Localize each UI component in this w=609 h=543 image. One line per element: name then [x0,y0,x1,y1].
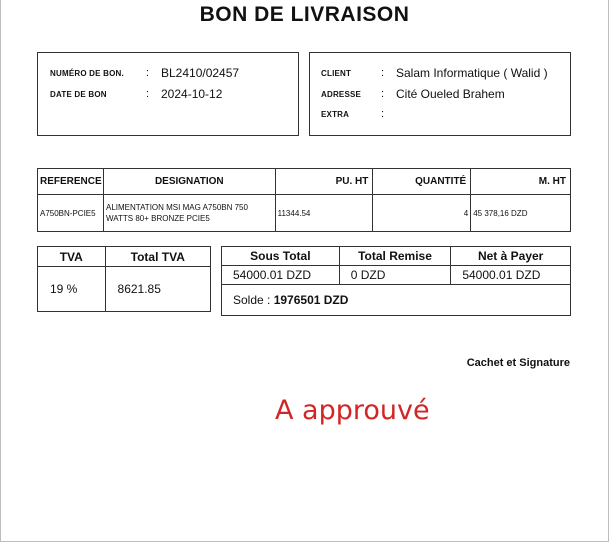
client-separator: : [381,67,385,79]
bon-date-value: 2024-10-12 [161,87,223,101]
bon-date-row [50,87,290,101]
solde-label: Solde : [233,293,271,307]
header-total-remise: Total Remise [339,247,451,266]
extra-label: EXTRA [321,109,350,119]
sous-total-value: 54000.01 DZD [222,266,340,285]
extra-separator: : [381,108,385,120]
client-row [321,66,566,80]
row-designation: ALIMENTATION MSI MAG A750BN 750 WATTS 80+ BRONZE PCIE5 [103,195,275,232]
total-remise-value: 0 DZD [339,266,451,285]
header-net-a-payer: Net à Payer [451,247,571,266]
header-pu-ht: PU. HT [275,169,373,195]
solde-row [222,285,571,316]
header-tva: TVA [38,247,106,267]
row-pu-ht: 11344.54 [275,195,373,232]
client-label: CLIENT [321,68,352,78]
tva-table [37,246,211,312]
extra-row [321,107,566,121]
row-reference: A750BN-PCIE5 [38,195,104,232]
bon-number-label: NUMÉRO DE BON. [50,68,124,78]
table-row [38,195,571,232]
items-header-row [38,169,571,195]
bon-number-row [50,66,290,80]
solde-cell [222,285,571,316]
items-table [37,168,571,232]
header-quantite: QUANTITÉ [373,169,471,195]
bon-number-value: BL2410/02457 [161,66,240,80]
header-reference: REFERENCE [38,169,104,195]
total-tva-value: 8621.85 [105,267,210,312]
totals-value-row [222,266,571,285]
cachet-signature-label: Cachet et Signature [466,357,570,369]
header-designation: DESIGNATION [103,169,275,195]
approval-text: A approuvé [275,395,430,426]
header-total-tva: Total TVA [105,247,210,267]
bon-date-separator: : [146,88,150,100]
adresse-label: ADRESSE [321,89,362,99]
bon-date-label: DATE DE BON [50,89,107,99]
row-m-ht: 45 378,16 DZD [471,195,571,232]
adresse-row [321,87,566,101]
solde-value: 1976501 DZD [273,293,349,307]
tva-header-row [38,247,211,267]
adresse-value: Cité Oueled Brahem [396,87,505,101]
totals-header-row [222,247,571,266]
tva-value-row [38,267,211,312]
totals-table [221,246,571,316]
document-title: BON DE LIVRAISON [199,3,410,26]
header-m-ht: M. HT [471,169,571,195]
row-quantite: 4 [373,195,471,232]
client-value: Salam Informatique ( Walid ) [396,66,548,80]
header-sous-total: Sous Total [222,247,340,266]
tva-rate-value: 19 % [38,267,106,312]
bon-number-separator: : [146,67,150,79]
net-a-payer-value: 54000.01 DZD [451,266,571,285]
adresse-separator: : [381,88,385,100]
